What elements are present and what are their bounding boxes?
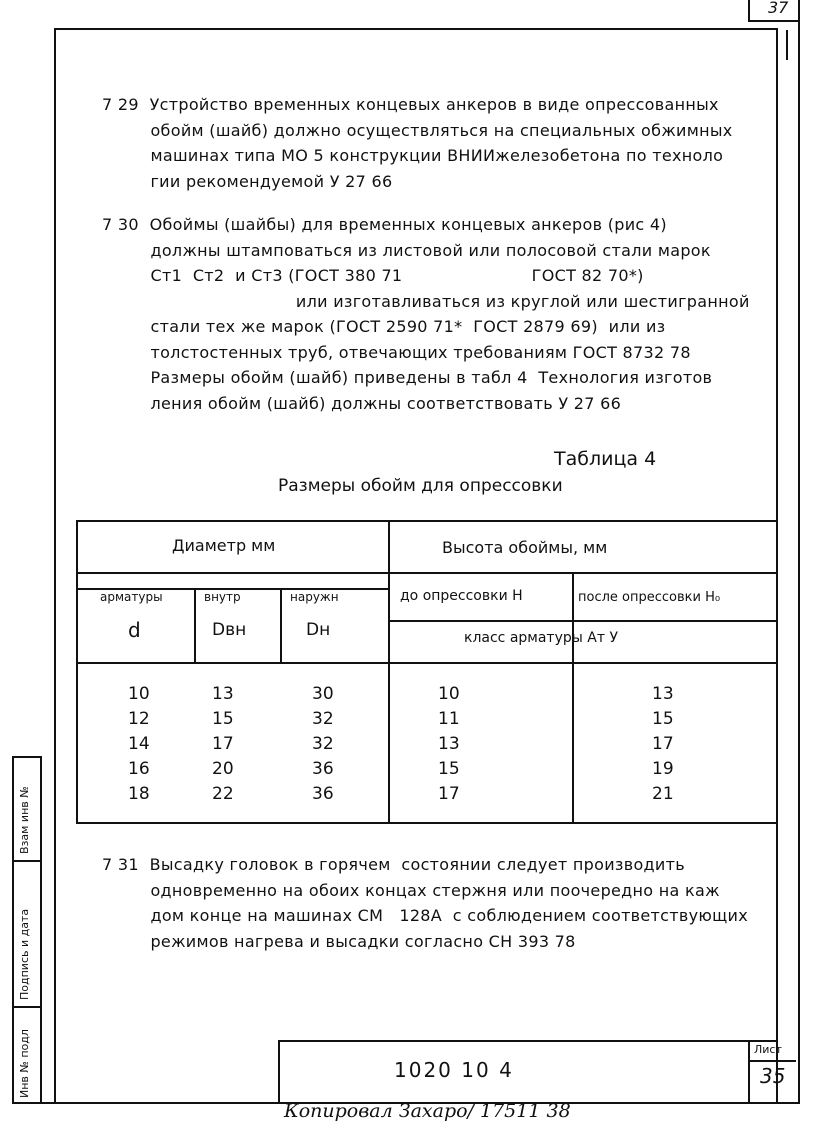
text-line: 7 30 Обоймы (шайбы) для временных концевых анкеров (рис 4) xyxy=(102,215,667,234)
header-diameter: Диаметр мм xyxy=(172,536,276,555)
side-label-replaced: Взам инв № xyxy=(18,786,31,854)
text-line: ления обойм (шайб) должны соответствовать У 27 66 xyxy=(102,393,622,413)
side-label-inventory: Инв № подл xyxy=(18,1029,31,1098)
text-line: обойм (шайб) должно осуществляться на специальных обжимных xyxy=(102,120,733,140)
table-divider xyxy=(194,590,196,664)
page-corner-tab xyxy=(748,0,800,22)
cell-dn: 36 xyxy=(312,759,334,779)
cell-dn: 32 xyxy=(312,734,334,754)
header-inner: внутр xyxy=(204,590,241,604)
cell-h: 13 xyxy=(438,734,460,754)
title-block xyxy=(278,1040,778,1104)
page-corner-number: 37 xyxy=(768,0,789,17)
header-before-pressing: до опрессовки H xyxy=(400,588,523,604)
cell-dvn: 22 xyxy=(212,784,234,804)
text-line: дом конце на машинах СМ 128А с соблюдением соответствующих xyxy=(102,906,748,925)
cell-h0: 17 xyxy=(652,734,674,754)
cell-d: 16 xyxy=(128,759,150,779)
document-code: 1020 10 4 xyxy=(394,1058,514,1082)
frame-outer-right-line xyxy=(798,0,800,1104)
symbol-d-inner: Dвн xyxy=(212,620,247,640)
cell-d: 14 xyxy=(128,734,150,754)
cell-dvn: 20 xyxy=(212,759,234,779)
text-line: режимов нагрева и высадки согласно СН 393 78 xyxy=(102,931,576,951)
cell-h0: 21 xyxy=(652,784,674,804)
symbol-d-outer: Dн xyxy=(306,620,331,640)
table-divider xyxy=(388,620,776,622)
side-strip-divider xyxy=(12,860,42,862)
table-divider xyxy=(388,520,390,822)
text-line: должны штамповаться из листовой или полосовой стали марок xyxy=(102,240,711,260)
cell-dvn: 15 xyxy=(212,709,234,729)
text-line: 7 29 Устройство временных концевых анкеров в виде опрессованных xyxy=(102,95,719,114)
sheet-separator xyxy=(748,1060,796,1062)
cell-dn: 30 xyxy=(312,684,334,704)
copy-note: Копировал Захаро/ 17511 38 xyxy=(284,1100,571,1122)
paragraph-7-29 xyxy=(102,92,772,194)
text-line: машинах типа МО 5 конструкции ВНИИжелезобетона по техноло xyxy=(102,146,724,165)
frame-tick xyxy=(786,30,788,60)
header-height: Высота обоймы, мм xyxy=(442,538,608,557)
cell-d: 12 xyxy=(128,709,150,729)
text-line: одновременно на обоих концах стержня или поочередно на каж xyxy=(102,880,720,900)
side-label-signature: Подпись и дата xyxy=(18,908,31,1000)
text-line: 7 31 Высадку головок в горячем состоянии следует производить xyxy=(102,855,685,874)
cell-dvn: 17 xyxy=(212,734,234,754)
text-line: толстостенных труб, отвечающих требованиям ГОСТ 8732 78 xyxy=(102,342,691,362)
frame-left-line xyxy=(54,28,56,1104)
frame-top-line xyxy=(54,28,776,30)
cell-h: 17 xyxy=(438,784,460,804)
table-divider xyxy=(572,572,574,822)
table-divider xyxy=(76,572,776,574)
cell-dvn: 13 xyxy=(212,684,234,704)
side-strip-divider xyxy=(12,1006,42,1008)
sheet-label: Лист xyxy=(754,1043,782,1056)
header-rebar-class: класс арматуры Aт У xyxy=(464,630,618,646)
cell-d: 10 xyxy=(128,684,150,704)
table-divider xyxy=(280,590,282,664)
cell-h0: 13 xyxy=(652,684,674,704)
text-line: Ст1 Ст2 и Ст3 (ГОСТ 380 71 ГОСТ 82 70*) xyxy=(102,266,644,285)
header-outer: наружн xyxy=(290,590,339,604)
text-line: Размеры обойм (шайб) приведены в табл 4 Технология изготов xyxy=(102,368,713,387)
cell-d: 18 xyxy=(128,784,150,804)
paragraph-7-30 xyxy=(102,212,772,416)
header-armatura: арматуры xyxy=(100,590,163,604)
table-caption: Таблица 4 xyxy=(554,448,657,470)
table-divider xyxy=(76,662,776,664)
cell-dn: 32 xyxy=(312,709,334,729)
cell-dn: 36 xyxy=(312,784,334,804)
symbol-d: d xyxy=(128,618,141,642)
text-line: стали тех же марок (ГОСТ 2590 71* ГОСТ 2879 69) или из xyxy=(102,317,666,336)
cell-h0: 19 xyxy=(652,759,674,779)
text-line: гии рекомендуемой У 27 66 xyxy=(102,171,393,191)
header-after-pressing: после опрессовки H₀ xyxy=(578,590,721,605)
cell-h0: 15 xyxy=(652,709,674,729)
table-title: Размеры обойм для опрессовки xyxy=(278,476,563,496)
paragraph-7-31 xyxy=(102,852,772,954)
text-line: или изготавливаться из круглой или шестигранной xyxy=(102,291,750,311)
cell-h: 15 xyxy=(438,759,460,779)
cell-h: 11 xyxy=(438,709,460,729)
sheet-number: 35 xyxy=(760,1064,786,1088)
cell-h: 10 xyxy=(438,684,460,704)
